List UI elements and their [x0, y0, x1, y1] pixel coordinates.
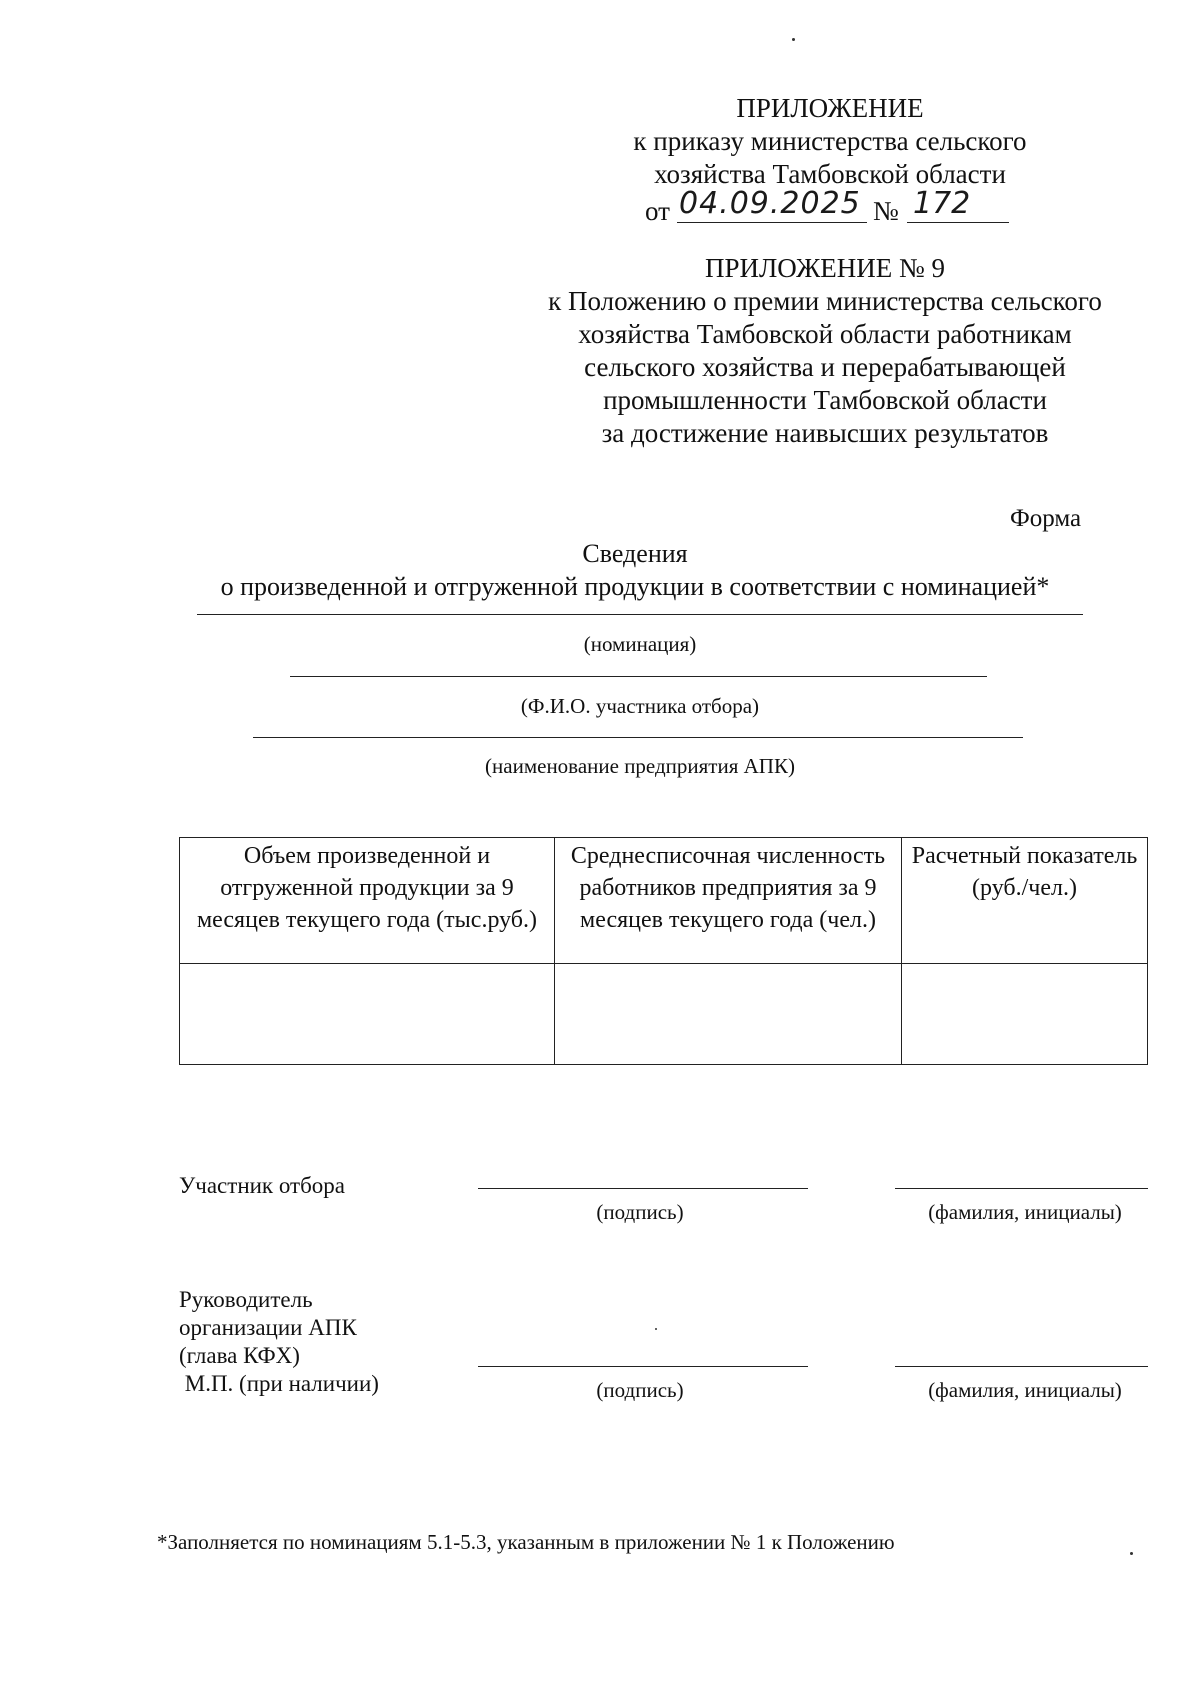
head-signature-line[interactable] — [478, 1366, 808, 1367]
order-number-underline — [907, 222, 1009, 223]
participant-name-caption-sig: (фамилия, инициалы) — [928, 1200, 1122, 1224]
appendix-line-2: хозяйства Тамбовской области — [654, 159, 1006, 189]
heading-line-1: Сведения — [582, 539, 688, 568]
order-number-handwritten: 172 — [913, 186, 971, 221]
nomination-field-line[interactable] — [197, 614, 1083, 615]
order-date-underline — [677, 222, 867, 223]
production-table — [179, 837, 1148, 1065]
head-label-line-4: М.П. (при наличии) — [179, 1371, 379, 1396]
head-label-line-1: Руководитель — [179, 1287, 313, 1312]
nomination-caption: (номинация) — [583, 632, 697, 656]
header-ratio: Расчетный показатель (руб./чел.) — [902, 838, 1148, 964]
scan-speck — [655, 1328, 657, 1330]
participant-signature-label: Участник отбора — [179, 1173, 346, 1198]
participant-signature-line[interactable] — [478, 1188, 808, 1189]
order-from-label: от — [645, 196, 670, 226]
cell-ratio[interactable] — [902, 964, 1148, 1065]
table-header-row — [180, 838, 1148, 964]
participant-name-caption: (Ф.И.О. участника отбора) — [520, 694, 760, 718]
scan-speck — [792, 38, 795, 41]
participant-name-field-line[interactable] — [290, 676, 987, 677]
order-number-label: № — [873, 196, 899, 226]
appendix-9-line-4: промышленности Тамбовской области — [603, 385, 1047, 415]
head-label-line-2: организации АПК — [179, 1315, 357, 1340]
head-signature-label — [179, 1286, 379, 1398]
form-label: Форма — [1010, 505, 1082, 532]
enterprise-field-line[interactable] — [253, 737, 1023, 738]
participant-name-line[interactable] — [895, 1188, 1148, 1189]
head-label-line-3: (глава КФХ) — [179, 1343, 300, 1368]
table-row — [180, 964, 1148, 1065]
header-headcount: Среднесписочная численность работников предприятия за 9 месяцев текущего года (чел.) — [555, 838, 902, 964]
footnote: *Заполняется по номинациям 5.1-5.3, указанным в приложении № 1 к Положению — [157, 1530, 895, 1554]
cell-volume[interactable] — [180, 964, 555, 1065]
appendix-9-line-2: хозяйства Тамбовской области работникам — [578, 319, 1072, 349]
head-name-line[interactable] — [895, 1366, 1148, 1367]
head-signature-caption: (подпись) — [596, 1378, 684, 1402]
participant-signature-caption: (подпись) — [596, 1200, 684, 1224]
head-name-caption: (фамилия, инициалы) — [928, 1378, 1122, 1402]
enterprise-caption: (наименование предприятия АПК) — [485, 754, 795, 778]
appendix-9-header — [520, 252, 1130, 450]
appendix-9-title: ПРИЛОЖЕНИЕ № 9 — [704, 253, 946, 283]
scan-speck — [1130, 1552, 1133, 1555]
appendix-9-line-5: за достижение наивысших результатов — [601, 418, 1049, 448]
header-volume: Объем произведенной и отгруженной продукции за 9 месяцев текущего года (тыс.руб.) — [180, 838, 555, 964]
appendix-line-1: к приказу министерства сельского — [633, 126, 1027, 156]
appendix-header — [620, 92, 1040, 191]
cell-headcount[interactable] — [555, 964, 902, 1065]
appendix-title: ПРИЛОЖЕНИЕ — [736, 93, 924, 123]
appendix-9-line-3: сельского хозяйства и перерабатывающей — [584, 352, 1066, 382]
appendix-9-line-1: к Положению о премии министерства сельского — [548, 286, 1102, 316]
order-date-handwritten: 04.09.2025 — [679, 186, 861, 221]
heading-line-2: о произведенной и отгруженной продукции в соответствии с номинацией* — [220, 572, 1050, 601]
document-heading — [170, 537, 1100, 603]
order-reference — [645, 186, 1065, 230]
